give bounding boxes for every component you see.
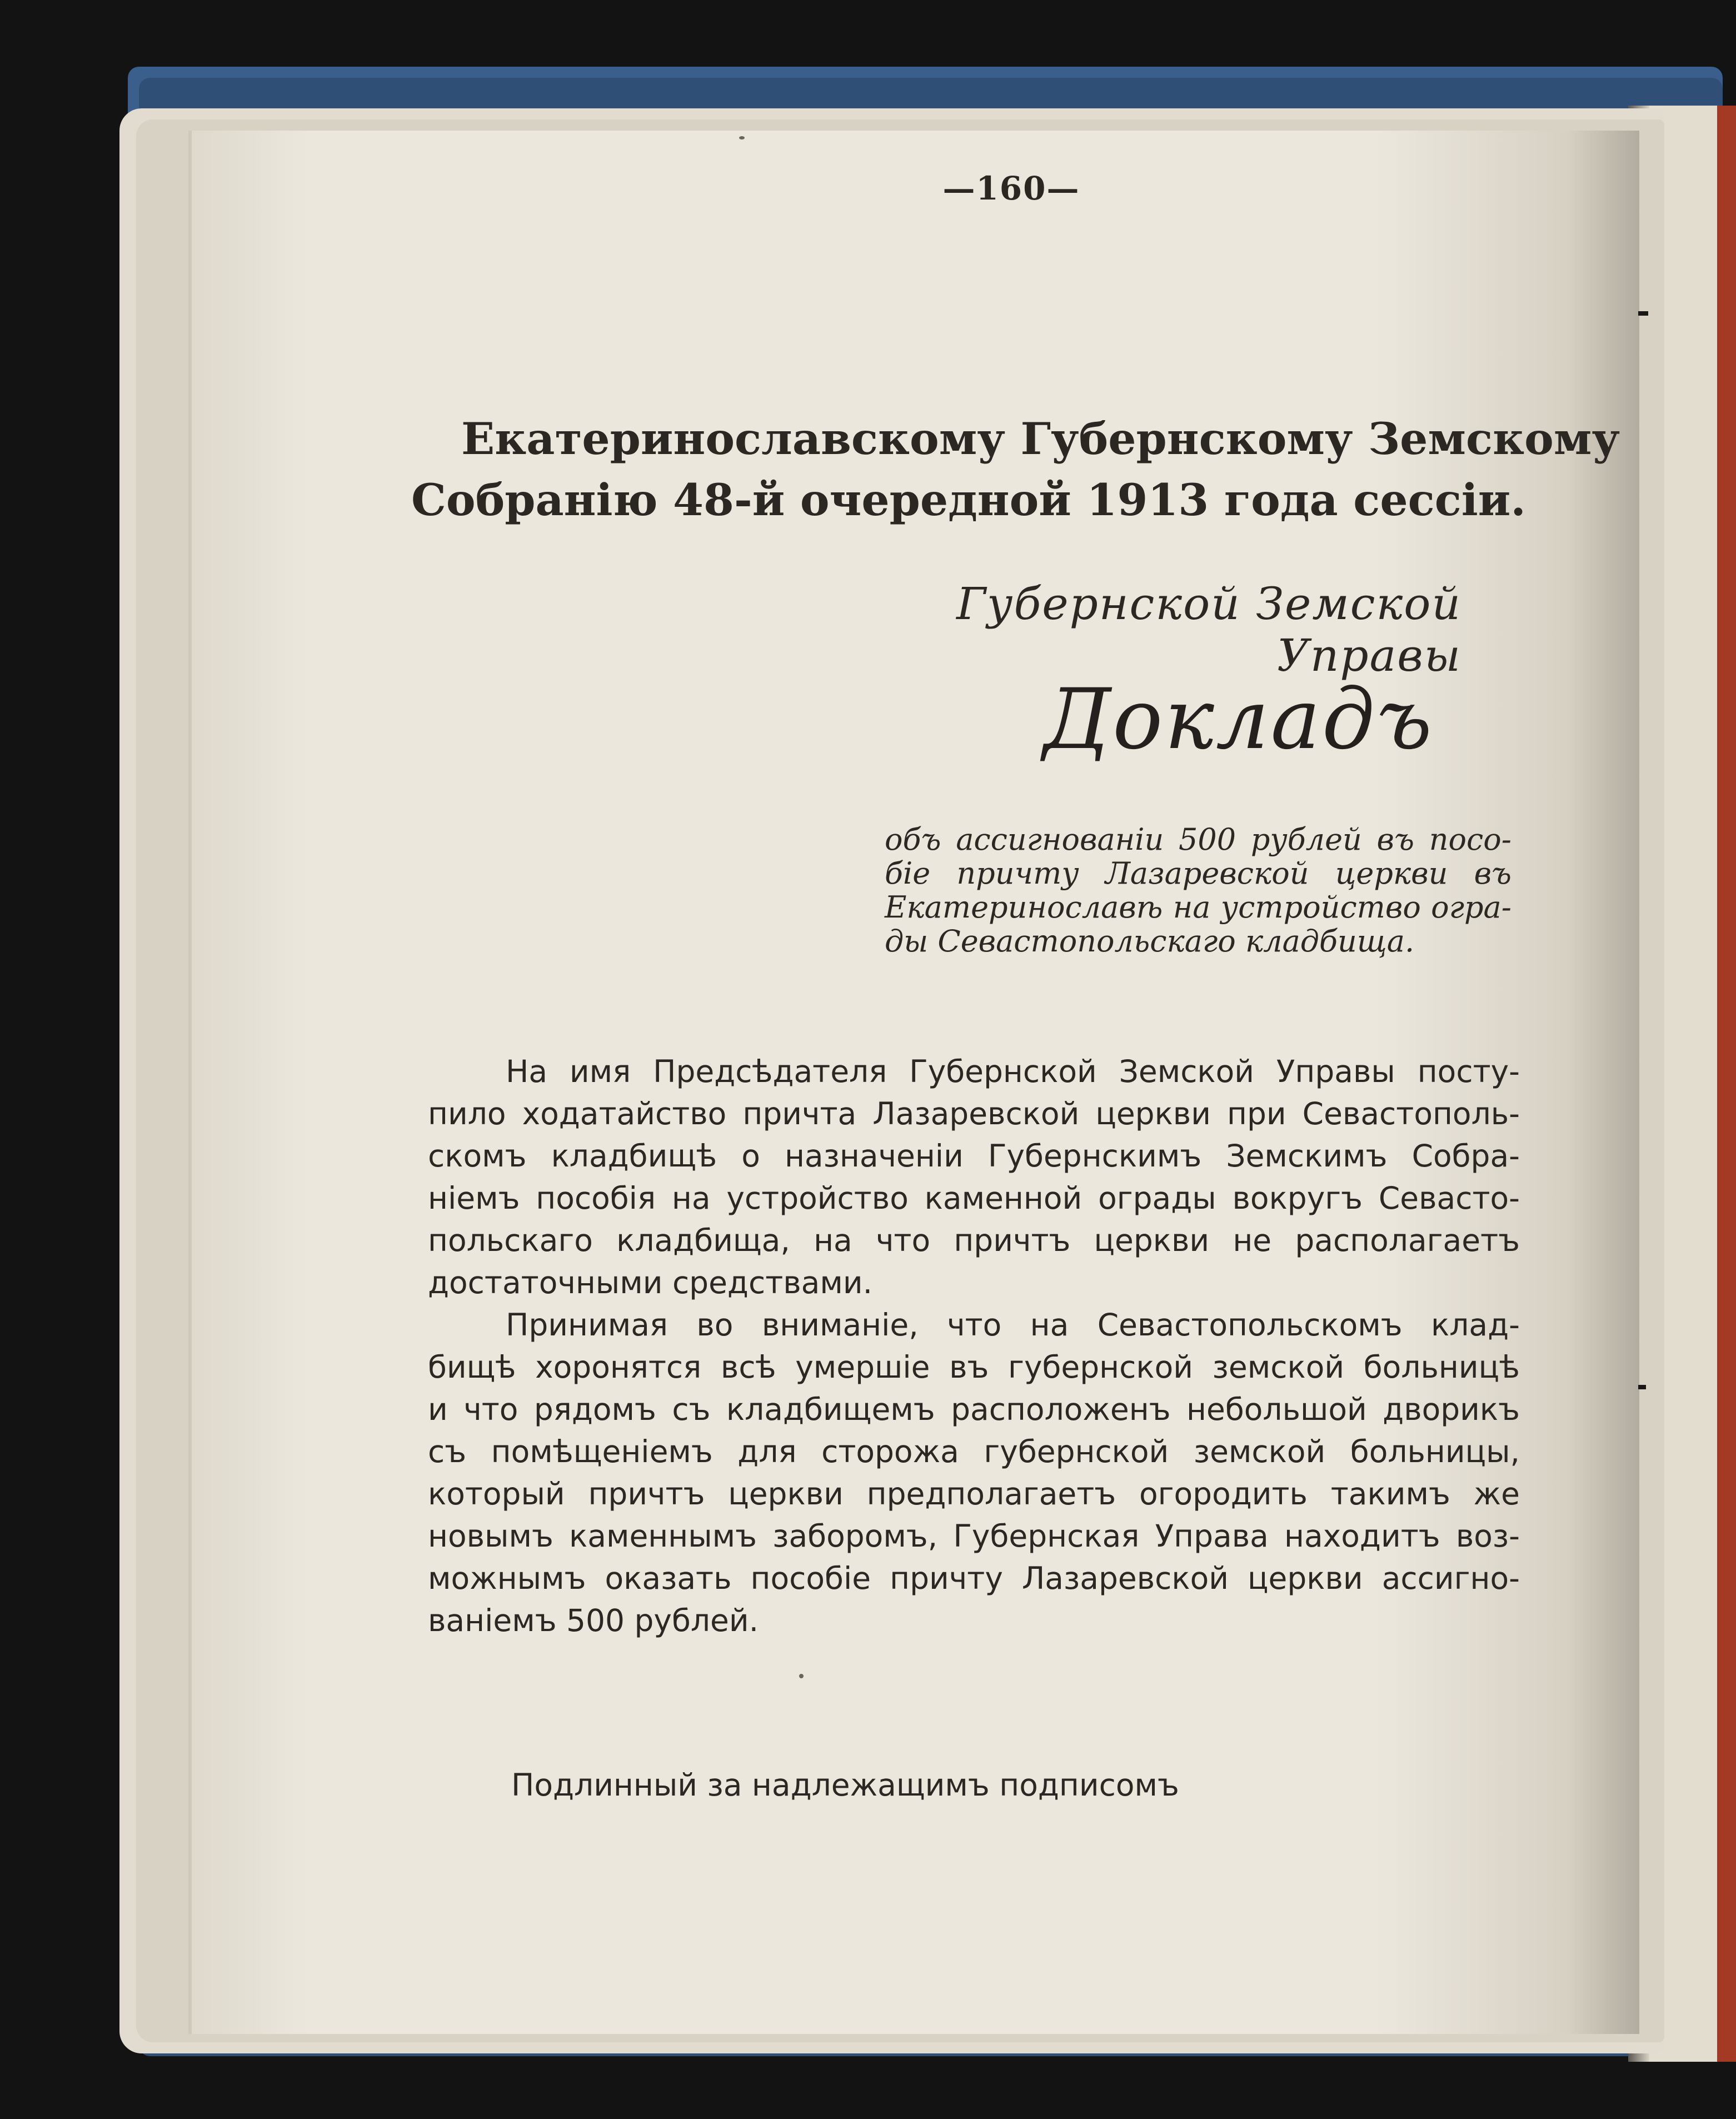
- signature-note: Подлинный за надлежащимъ подписомъ: [511, 1767, 1179, 1803]
- text-line: На имя Предсѣдателя Губернской Земской Управы посту-: [506, 1054, 1520, 1089]
- text-line: ваніемъ 500 рублей.: [428, 1603, 759, 1638]
- text-line: скомъ кладбищѣ о назначеніи Губернскимъ Земскимъ Собра-: [428, 1138, 1520, 1174]
- text-line: который причтъ церкви предполагаетъ огородить такимъ же: [428, 1476, 1520, 1512]
- ink-speck: [739, 136, 745, 139]
- title-line-1: Екатеринославскому Губернскому Земскому: [461, 413, 1620, 465]
- text-line: новымъ каменнымъ заборомъ, Губернская Управа находитъ воз-: [428, 1518, 1520, 1554]
- text-line: пило ходатайство причта Лазаревской церкви при Севастополь-: [428, 1096, 1520, 1131]
- page-mark: [1638, 311, 1648, 316]
- paragraph-2: [428, 1304, 1520, 1642]
- issuing-authority: Губернской Земской Управы: [956, 578, 1461, 681]
- page-title: [411, 408, 1620, 531]
- subject-block: [885, 822, 1511, 958]
- subject-line: біе причту Лазаревской церкви въ: [885, 856, 1511, 891]
- text-line: съ помѣщеніемъ для сторожа губернской земской больницы,: [428, 1434, 1520, 1469]
- body-text: [428, 1050, 1520, 1642]
- title-line-2: Собранію 48-й очередной 1913 года сессіи.: [411, 474, 1526, 526]
- facing-page-edge: [1717, 106, 1736, 2062]
- document-type-heading: Докладъ: [1043, 671, 1434, 768]
- ink-speck: [799, 1674, 804, 1678]
- text-line: можнымъ оказать пособіе причту Лазаревской церкви ассигно-: [428, 1560, 1520, 1596]
- page-number: —160—: [942, 169, 1080, 207]
- text-line: польскаго кладбища, на что причтъ церкви не располагаетъ: [428, 1223, 1520, 1258]
- paragraph-1: [428, 1050, 1520, 1304]
- text-line: ніемъ пособія на устройство каменной ограды вокругъ Севасто-: [428, 1180, 1520, 1216]
- subject-line: объ ассигнованіи 500 рублей въ посо-: [885, 822, 1511, 857]
- text-line: бищѣ хоронятся всѣ умершіе въ губернской земской больницѣ: [428, 1349, 1520, 1385]
- text-line: и что рядомъ съ кладбищемъ расположенъ небольшой дворикъ: [428, 1392, 1520, 1427]
- text-line: Принимая во вниманіе, что на Севастопольскомъ клад-: [506, 1307, 1520, 1343]
- subject-line: Екатеринославѣ на устройство огра-: [885, 890, 1511, 925]
- page-mark: [1638, 1385, 1646, 1389]
- subject-line: ды Севастопольскаго кладбища.: [885, 924, 1415, 959]
- text-line: достаточными средствами.: [428, 1265, 873, 1300]
